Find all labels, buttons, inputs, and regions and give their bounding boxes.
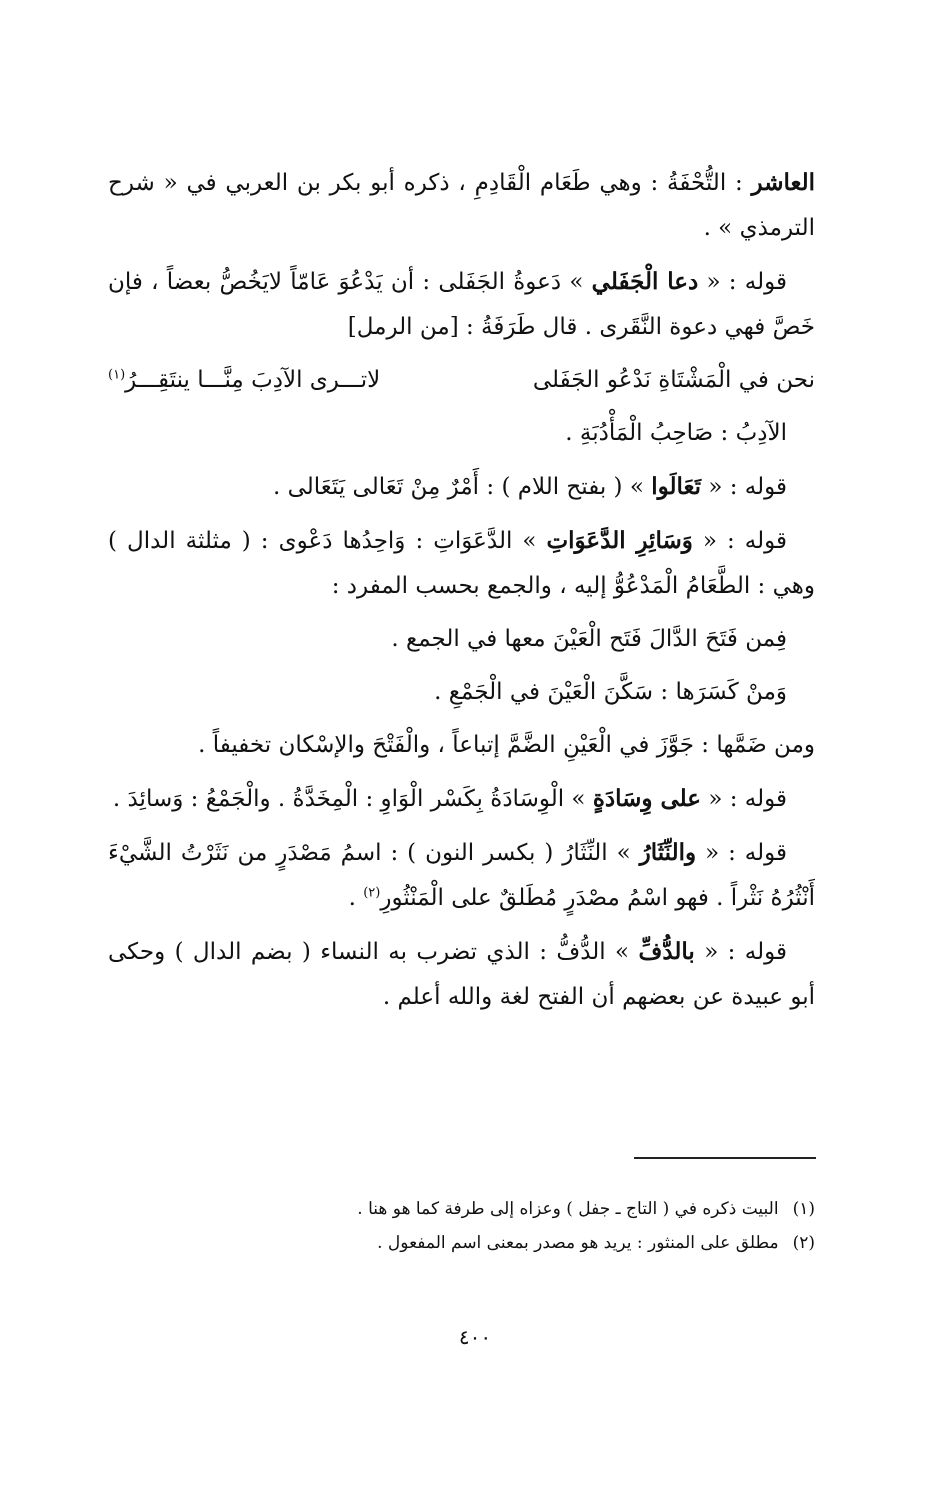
- footnote-text: مطلق على المنثور : يريد هو مصدر بمعنى اسم المفعول .: [377, 1233, 779, 1253]
- footnote-number: (٢): [792, 1233, 815, 1253]
- entry-keyword: العاشر: [751, 169, 815, 196]
- entry-prefix: قوله : «: [701, 474, 787, 500]
- page-number: ٤٠٠: [458, 1325, 492, 1349]
- footnote-marker-1: (١): [108, 367, 126, 383]
- paragraph-adib: [108, 411, 815, 456]
- entry-keyword: دعا الْجَفَلي: [591, 268, 699, 295]
- entry-text: : التُّحْفَةُ : وهي طَعَام الْقَادِمِ ، ذكره أبو بكر بن العربي في « شرح الترمذي » .: [108, 170, 815, 241]
- paragraph-fatha: [108, 617, 815, 662]
- footnote-separator: [634, 1157, 816, 1159]
- poem-verse: [108, 358, 815, 403]
- entry-prefix: قوله : «: [698, 269, 787, 295]
- paragraph-nithar: [108, 830, 815, 921]
- entry-prefix: قوله : «: [701, 786, 787, 812]
- entry-prefix: قوله : «: [696, 840, 787, 866]
- footnote-1: [108, 1192, 815, 1226]
- verse-second-hemistich: لاتـــرى الآدِبَ مِنَّـــا ينتَقِـــرُ: [125, 367, 381, 393]
- paragraph-kasra: [108, 670, 815, 715]
- entry-text: » الدَّعَوَاتِ : وَاحِدُها دَعْوى : ( مثلثة الدال ) وهي : الطَّعَامُ الْمَدْعُوُّ إليه ، والجمع بحسب المفرد :: [108, 528, 815, 599]
- verse-second-hemistich-wrap: [108, 358, 380, 403]
- paragraph-wisada: [108, 776, 815, 822]
- main-text: [108, 160, 815, 1028]
- paragraph-tuhfa: [108, 160, 815, 251]
- paragraph-taalaw: [108, 464, 815, 510]
- paragraph-damma: [108, 723, 815, 768]
- entry-keyword: تَعَالَوا: [651, 473, 702, 500]
- footnote-number: (١): [792, 1199, 815, 1219]
- entry-text: » النِّثَارُ ( بكسر النون ) : اسمُ مَصْدَرٍ من نَثَرْتُ الشَّيْءَ أَنْثُرُهُ نَثْراً . فهو اسْمُ مصْدَرٍ مُطَلقٌ على الْمَنْثُورِ: [108, 840, 815, 911]
- footnote-marker-2: (٢): [363, 885, 381, 901]
- entry-text: الآدِبُ : صَاحِبُ الْمَأْدُبَةِ .: [565, 420, 787, 446]
- verse-first-hemistich: نحن في الْمَشْتَاةِ نَدْعُو الجَفَلى: [532, 367, 815, 393]
- paragraph-duff: [108, 929, 815, 1020]
- footnote-text: البيت ذكره في ( التاج ـ جفل ) وعزاه إلى طرفة كما هو هنا .: [357, 1199, 779, 1219]
- paragraph-jafala: [108, 259, 815, 350]
- footnotes: [108, 1192, 815, 1260]
- entry-text: » الْوِسَادَةُ بِكَسْر الْوَاوِ : الْمِخَدَّةُ . والْجَمْعُ : وَسائِدَ .: [112, 786, 593, 812]
- entry-keyword: والنِّثَارُ: [639, 839, 697, 866]
- entry-text: » ( بفتح اللام ) : أَمْرٌ مِنْ تَعَالى يَتَعَالى .: [272, 474, 652, 500]
- paragraph-daawat: [108, 518, 815, 609]
- entry-text: وَمنْ كَسَرَها : سَكَّنَ الْعَيْنَ في الْجَمْعِ .: [434, 679, 787, 705]
- entry-text: ومن ضَمَّها : جَوَّزَ في الْعَيْنِ الضَّمَّ إتباعاً ، والْفَتْحَ والإسْكان تخفيفاً .: [198, 732, 815, 758]
- entry-prefix: قوله : «: [692, 528, 787, 554]
- entry-text: » الدُّفُّ : الذي تضرب به النساء ( بضم الدال ) وحكى أبو عبيدة عن بعضهم أن الفتح لغة والله أعلم .: [108, 939, 815, 1010]
- entry-prefix: قوله : «: [694, 939, 787, 965]
- entry-keyword: وَسَائِرِ الدَّعَوَاتِ: [546, 527, 693, 554]
- entry-keyword: على وِسَادَةٍ: [592, 785, 702, 812]
- entry-tail: .: [348, 885, 364, 911]
- entry-keyword: بالدُّفِّ: [638, 938, 695, 965]
- entry-text: » دَعوةُ الجَفَلى : أن يَدْعُوَ عَامّاً لايَخُصُّ بعضاً ، فإن خَصَّ فهي دعوة النَّقَرى . قال طَرَفَةُ : [من الرمل]: [108, 269, 815, 340]
- entry-text: فِمن فَتَحَ الدَّالَ فَتَح الْعَيْنَ معها في الجمع .: [391, 626, 787, 652]
- footnote-2: [108, 1226, 815, 1260]
